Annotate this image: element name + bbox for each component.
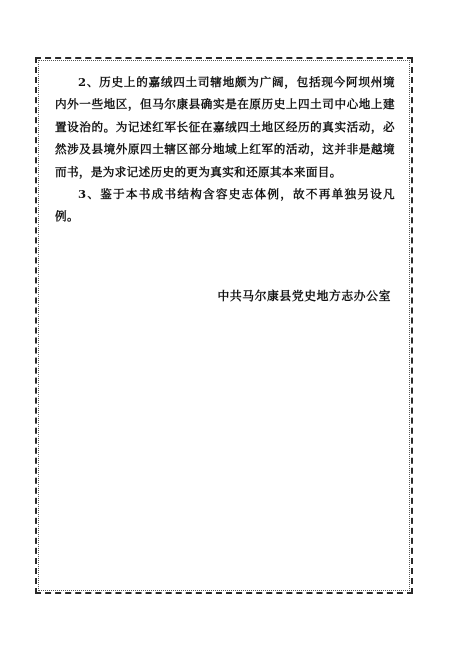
signature: 中共马尔康县党史地方志办公室 [217, 289, 391, 303]
document-body [55, 71, 395, 228]
page-border [35, 57, 413, 594]
paragraph-2: 2、历史上的嘉绒四土司辖地颇为广阔，包括现今阿坝州境内外一些地区，但马尔康县确实是在原历史上四土司中心地上建置设治的。为记述红军长征在嘉绒四土地区经历的真实活动，必然涉及县境外原四土辖区部分地域上红军的活动，这并非是越境而书，是为求记述历史的更为真实和还原其本来面目。 [55, 75, 395, 179]
paragraph-3: 3、鉴于本书成书结构含容史志体例，故不再单独另设凡例。 [55, 187, 395, 224]
